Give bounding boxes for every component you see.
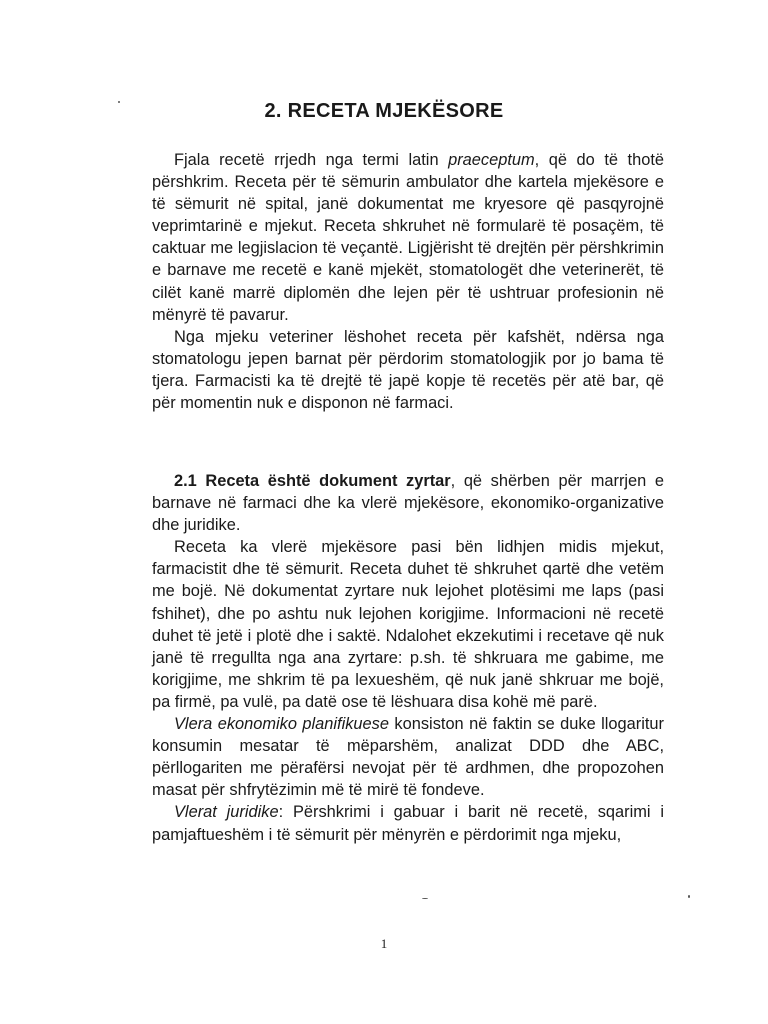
- scan-speck: [422, 898, 428, 899]
- economic-value-term: Vlera ekonomiko planifikuese: [174, 715, 389, 734]
- legal-value-term: Vlerat juridike: [174, 803, 279, 822]
- section-2-1: [152, 470, 664, 846]
- section-intro: [152, 149, 664, 414]
- paragraph-economic-value: Vlera ekonomiko planifikuese konsiston në faktin se duke llogaritur konsumin mesatar të mëparshëm, analizat DDD dhe ABC, përllogariten me përafërsi nevojat për të ardhmen, dhe propozohen masat për shfrytëzimin më të mirë të fondeve.: [152, 715, 665, 800]
- subsection-heading: 2.1 Receta është dokument zyrtar: [174, 472, 451, 490]
- scan-speck: [118, 101, 120, 103]
- scan-speck: [688, 895, 690, 898]
- page-title: 2. RECETA MJEKËSORE: [264, 100, 504, 122]
- paragraph-official-document: 2.1 Receta është dokument zyrtar, që shërben për marrjen e barnave në farmaci dhe ka vlerë mjekësore, ekonomiko-organizative dhe juridike.: [152, 472, 664, 535]
- paragraph-definition: Fjala recetë rrjedh nga termi latin praeceptum, që do të thotë përshkrim. Receta për të sëmurin ambulator dhe kartela mjekësore e të sëmurit në spital, janë dokumentat me kryesore që pasqyrojnë veprimtarinë e mjekut. Receta shkruhet në formularë të posaçëm, të caktuar me legjislacion të veçantë. Ligjërisht të drejtën për përshkrimin e barnave me recetë e kanë mjekët, stomatologët dhe veterinerët, të cilët kanë marrë diplomën dhe lejen për të ushtruar profesionin në mënyrë të pavarur.: [152, 151, 664, 324]
- paragraph-veterinary: Nga mjeku veteriner lëshohet receta për kafshët, ndërsa nga stomatologu jepen barnat për përdorim stomatologjik por jo bama të tjera. Farmacisti ka të drejtë të japë kopje të recetës për atë bar, që për momentin nuk e disponon në farmaci.: [152, 327, 664, 413]
- page-number: 1: [380, 936, 388, 951]
- paragraph-legal-value: Vlerat juridike: Përshkrimi i gabuar i barit në recetë, sqarimi i pamjaftueshëm i të sëmurit për mënyrën e përdorimit nga mjeku,: [152, 803, 665, 844]
- latin-term: praeceptum: [448, 151, 535, 169]
- paragraph-medical-value: Receta ka vlerë mjekësore pasi bën lidhjen midis mjekut, farmacistit dhe të sëmurit. Receta duhet të shkruhet qartë dhe vetëm me bojë. Në dokumentat zyrtare nuk lejohet plotësimi me laps (pasi fshihet), dhe po ashtu nuk lejohen korigjime. Informacioni në recetë duhet të jetë i plotë dhe i saktë. Ndalohet ekzekutimi i recetave që nuk janë të rregullta nga ana zyrtare: p.sh. të shkruara me gabime, me korigjime, me shkrim të pa lexueshëm, që nuk janë shkruar me bojë, pa firmë, pa vulë, pa datë ose të lëshuara disa kohë më parë.: [152, 538, 664, 711]
